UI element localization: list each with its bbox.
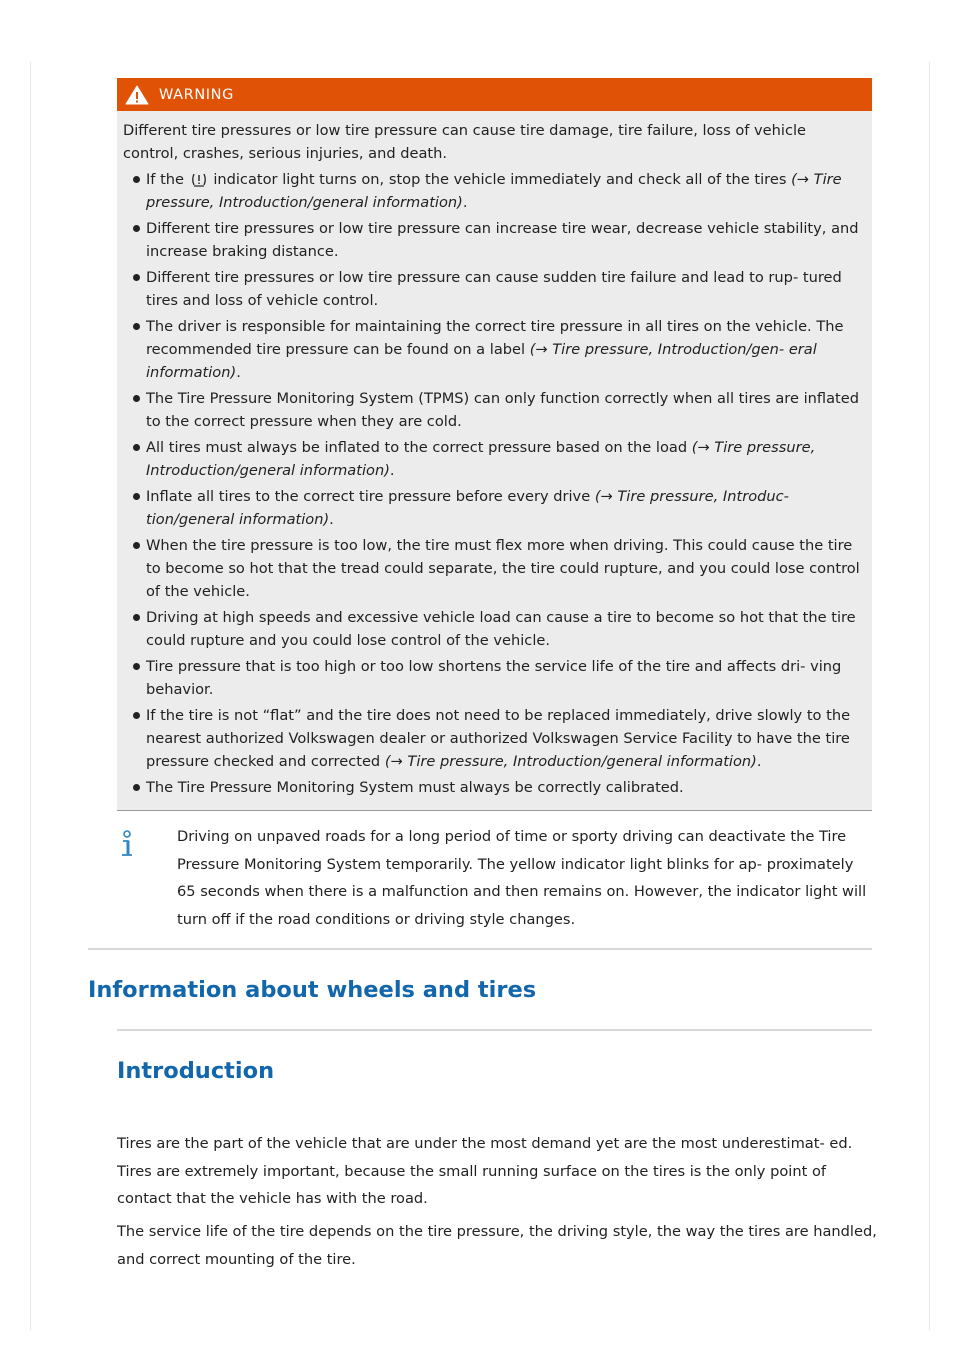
bullet-icon	[133, 395, 140, 402]
warning-list-item	[123, 655, 864, 701]
item-text: When the tire pressure is too low, the tire must flex more when driving. This could cause the tire to become so hot that the tread could separate, the tire could rupture, and you could lose control of the vehicle.	[146, 537, 860, 600]
bullet-icon	[133, 323, 140, 330]
subsection-divider	[117, 1029, 872, 1031]
warning-list-item	[123, 387, 864, 433]
item-text: Inflate all tires to the correct tire pressure before every drive	[146, 488, 591, 505]
warning-list	[123, 168, 864, 799]
section-divider	[88, 948, 872, 950]
bullet-icon	[133, 493, 140, 500]
item-end: .	[389, 462, 395, 479]
warning-list-item	[123, 776, 864, 799]
warning-list-item	[123, 606, 864, 652]
warning-list-item	[123, 315, 864, 384]
item-text: The Tire Pressure Monitoring System (TPMS) can only function correctly when all tires are inflated to the correct pressure when they are cold.	[146, 390, 859, 430]
warning-triangle-icon	[125, 85, 149, 105]
bullet-icon	[133, 274, 140, 281]
subsection-heading: Introduction	[117, 1058, 275, 1084]
body-paragraph: Tires are the part of the vehicle that are under the most demand yet are the most underestimat- ed. Tires are extremely important, because the small running surface on the tires is the only point of contact that the vehicle has with the road.	[117, 1135, 853, 1207]
item-text: The Tire Pressure Monitoring System must always be correctly calibrated.	[146, 779, 684, 796]
info-icon	[119, 830, 135, 860]
note-text: Driving on unpaved roads for a long period of time or sporty driving can deactivate the Tire Pressure Monitoring System temporarily. The yellow indicator light blinks for ap- proximately 65 seconds when there is a malfunction and then remains on. However, the indicator light will turn off if the road conditions or driving style changes.	[177, 828, 867, 928]
warning-list-item	[123, 485, 864, 531]
cross-reference-link[interactable]: (→ Tire pressure, Introduction/general information)	[384, 753, 757, 770]
cross-reference-link[interactable]: (→ Tire pressure, Introduction/gen- eral information)	[146, 341, 817, 381]
item-end: .	[329, 511, 334, 528]
item-end: .	[236, 364, 241, 381]
item-end: .	[462, 194, 468, 211]
body-paragraph: The service life of the tire depends on the tire pressure, the driving style, the way the tires are handled, and correct mounting of the tire.	[117, 1223, 877, 1268]
item-text: indicator light turns on, stop the vehicle immediately and check all of the tires	[213, 171, 787, 188]
bullet-icon	[133, 784, 140, 791]
info-note	[117, 823, 872, 933]
warning-list-item	[123, 168, 864, 214]
cross-reference-link[interactable]: (→ Tire pressure, Introduc- tion/general information)	[146, 488, 789, 528]
tpms-warning-icon	[191, 172, 207, 187]
item-text: If the tire is not “flat” and the tire does not need to be replaced immediately, drive slowly to the nearest authorized Volkswagen dealer or authorized Volkswagen Service Facility to have the tire pressure checked and corrected	[146, 707, 851, 770]
bullet-icon	[133, 663, 140, 670]
bullet-icon	[133, 444, 140, 451]
item-text: Driving at high speeds and excessive vehicle load can cause a tire to become so hot that the tire could rupture and you could lose control of the vehicle.	[146, 609, 856, 649]
warning-list-item	[123, 217, 864, 263]
item-text: Different tire pressures or low tire pressure can increase tire wear, decrease vehicle stability, and increase braking distance.	[146, 220, 859, 260]
warning-body	[117, 111, 872, 810]
cross-reference-link[interactable]: (→ Tire pressure, Introduction/general information)	[146, 171, 842, 211]
item-text: The driver is responsible for maintaining the correct tire pressure in all tires on the vehicle. The recommended tire pressure can be found on a label	[146, 318, 844, 358]
section-heading: Information about wheels and tires	[88, 977, 537, 1003]
bullet-icon	[133, 712, 140, 719]
warning-intro: Different tire pressures or low tire pressure can cause tire damage, tire failure, loss of vehicle control, crashes, serious injuries, and death.	[123, 122, 807, 162]
bullet-icon	[133, 176, 140, 183]
bullet-icon	[133, 614, 140, 621]
item-end: .	[756, 753, 762, 770]
cross-reference-link[interactable]: (→ Tire pressure, Introduction/general information)	[146, 439, 816, 479]
warning-list-item	[123, 266, 864, 312]
item-text: Tire pressure that is too high or too low shortens the service life of the tire and affects dri- ving behavior.	[146, 658, 842, 698]
bullet-icon	[133, 225, 140, 232]
item-text: All tires must always be inflated to the correct pressure based on the load	[146, 439, 688, 456]
warning-list-item	[123, 534, 864, 603]
warning-box	[117, 78, 872, 811]
page-margin-left-rule	[30, 62, 31, 1330]
item-text: Different tire pressures or low tire pressure can cause sudden tire failure and lead to rup- tured tires and loss of vehicle control.	[146, 269, 842, 309]
warning-list-item	[123, 704, 864, 773]
item-text: If the	[146, 171, 185, 188]
warning-header	[117, 78, 872, 111]
bullet-icon	[133, 542, 140, 549]
page-margin-right-rule	[929, 62, 930, 1330]
warning-list-item	[123, 436, 864, 482]
warning-title: WARNING	[159, 86, 234, 103]
